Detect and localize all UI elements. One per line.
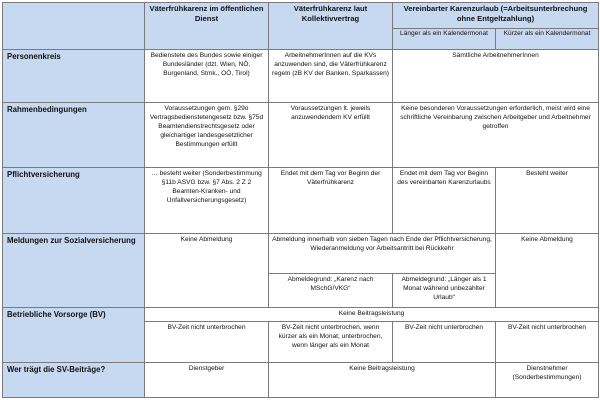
header-subcol-kuerzer: Kürzer als ein Kalendermonat [496,29,599,50]
header-corner-cell [3,3,145,50]
cell-vorsorge-laenger: BV-Zeit nicht unterbrochen [393,321,496,362]
cell-meldung-oeffentlich: Keine Abmeldung [145,234,269,308]
table-row-rahmenbedingungen [3,103,599,167]
row-label-beitraege: Wer trägt die SV-Beiträge? [3,363,145,398]
cell-pflicht-kuerzer: Besteht weiter [496,167,599,234]
header-col-oeffentlicher-dienst: Väterfrühkarenz im öffentlichen Dienst [145,3,269,50]
row-label-personenkreis: Personenkreis [3,50,145,103]
row-label-meldungen: Meldungen zur Sozialversicherung [3,234,145,308]
table-row-vorsorge [3,308,599,322]
header-col-kollektivvertrag: Väterfrühkarenz laut Kollektivvertrag [269,3,393,50]
table-row-personenkreis [3,50,599,103]
table-row-beitraege [3,363,599,398]
cell-personenkreis-kv: ArbeitnehmerInnen auf die KVs anzuwenden sind, die Väterfrühkarenz regeln (zB KV der Banken, Sparkassen) [269,50,393,103]
header-subcol-laenger: Länger als ein Kalendermonat [393,29,496,50]
cell-pflicht-kv: Endet mit dem Tag vor Beginn der Väterfrühkarenz [269,167,393,234]
cell-meldung-abmeldung: Abmeldung innerhalb von sieben Tagen nach Ende der Pflichtversicherung, Wiederanmeldung vor Arbeitsantritt bei Rückkehr [269,234,496,273]
cell-vorsorge-kuerzer: BV-Zeit nicht unterbrochen [496,321,599,362]
cell-pflicht-laenger: Endet mit dem Tag vor Beginn des vereinbarten Karenzurlaubs [393,167,496,234]
cell-vorsorge-oeffentlich: BV-Zeit nicht unterbrochen [145,321,269,362]
cell-beitraege-keine: Keine Beitragsleistung [269,363,496,398]
cell-rahmen-oeffentlich: Voraussetzungen gem. §29o Vertragsbedienstetengesetz bzw. §75d Beamtendienstrechtsgesetz oder gleichartiger landesgesetzlicher Bestimmungen erfüllt [145,103,269,167]
cell-beitraege-oeffentlich: Dienstgeber [145,363,269,398]
header-col-karenzurlaub: Vereinbarter Karenzurlaub (=Arbeitsunterbrechung ohne Entgeltzahlung) [393,3,599,29]
cell-rahmen-kv: Voraussetzungen lt. jeweils anzuwendendem KV erfüllt [269,103,393,167]
table-row-pflichtversicherung [3,167,599,234]
cell-vorsorge-kv: BV-Zeit nicht unterbrochen, wenn kürzer als ein Monat; unterbrochen, wenn länger als ein Monat [269,321,393,362]
row-label-rahmenbedingungen: Rahmenbedingungen [3,103,145,167]
cell-meldung-grund-laenger: Abmeldegrund: „Länger als 1 Monat während unbezahlter Urlaub“ [393,273,496,308]
cell-meldung-grund-kv: Abmeldegrund: „Karenz nach MSchG/VKG“ [269,273,393,308]
cell-personenkreis-karenzurlaub: Sämtliche ArbeitnehmerInnen [393,50,599,103]
cell-vorsorge-beitrag: Keine Beitragsleistung [145,308,599,322]
row-label-pflichtversicherung: Pflichtversicherung [3,167,145,234]
cell-meldung-kuerzer: Keine Abmeldung [496,234,599,308]
cell-rahmen-karenzurlaub: Keine besonderen Voraussetzungen erforderlich, meist wird eine schriftliche Vereinbarung zwischen Arbeitgeber und Arbeitnehmer getroffen [393,103,599,167]
comparison-table [2,2,599,398]
cell-pflicht-oeffentlich: … besteht weiter (Sonderbestimmung §11b ASVG bzw. §7 Abs. 2 Z 2 Beamten-Kranken- und Unfallversicherungsgesetz) [145,167,269,234]
cell-personenkreis-oeffentlich: Bedienstete des Bundes sowie einiger Bundesländer (dzt. Wien, NÖ, Burgenland, Stmk., OÖ, Tirol) [145,50,269,103]
table-row-meldungen [3,234,599,273]
cell-beitraege-kuerzer: Dienstnehmer (Sonderbestimmungen) [496,363,599,398]
row-label-vorsorge: Betriebliche Vorsorge (BV) [3,308,145,363]
